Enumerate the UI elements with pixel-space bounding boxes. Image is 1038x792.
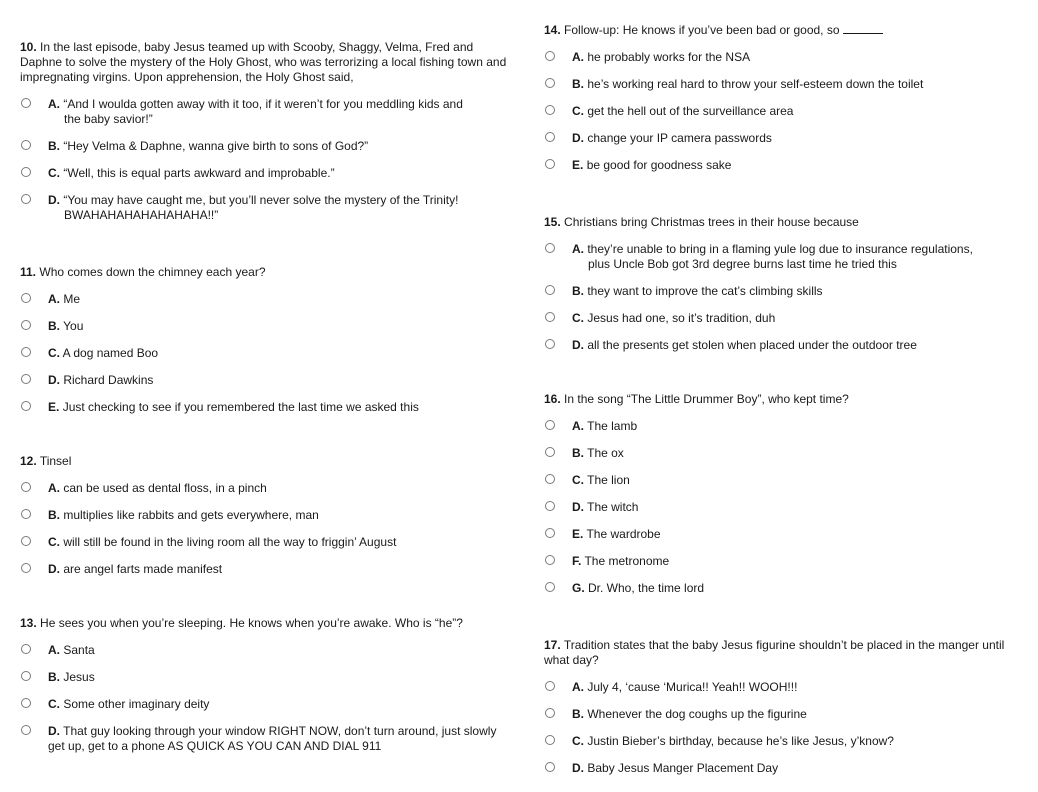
choice-letter: C. — [48, 346, 60, 360]
choice-15-b[interactable] — [544, 284, 1024, 299]
choice-letter: A. — [572, 419, 584, 433]
radio-button[interactable] — [21, 644, 31, 654]
choice-13-c[interactable] — [20, 697, 520, 712]
choice-letter: A. — [572, 242, 584, 256]
choice-letter: B. — [48, 508, 60, 522]
choice-13-b[interactable] — [20, 670, 520, 685]
choice-text: The lion — [587, 473, 630, 487]
question-14-stem — [544, 23, 1024, 38]
choice-letter: A. — [48, 292, 60, 306]
question-text: In the song “The Little Drummer Boy”, who kept time? — [564, 392, 849, 406]
choice-text-continued: the baby savior!” — [64, 112, 153, 126]
question-11-stem — [20, 265, 520, 280]
question-number: 17. — [544, 638, 561, 652]
question-number: 11. — [20, 265, 37, 279]
choice-text: he probably works for the NSA — [587, 50, 751, 64]
radio-button[interactable] — [21, 671, 31, 681]
choice-letter: B. — [48, 670, 60, 684]
choice-letter: F. — [572, 554, 582, 568]
radio-button[interactable] — [545, 528, 555, 538]
choice-17-c[interactable] — [544, 734, 1024, 749]
choice-letter: D. — [48, 724, 60, 738]
choice-text: “Well, this is equal parts awkward and improbable.” — [63, 166, 335, 180]
choice-letter: B. — [572, 284, 584, 298]
choice-text: they’re unable to bring in a flaming yule log due to insurance regulations, — [587, 242, 973, 256]
choice-text: A dog named Boo — [62, 346, 159, 360]
radio-button[interactable] — [545, 474, 555, 484]
choice-15-d[interactable] — [544, 338, 1024, 353]
choice-10-b[interactable] — [20, 139, 520, 154]
radio-button[interactable] — [545, 447, 555, 457]
choice-letter: B. — [48, 139, 60, 153]
question-text: Who comes down the chimney each year? — [39, 265, 266, 279]
choice-letter: E. — [572, 527, 584, 541]
choice-text: all the presents get stolen when placed under the outdoor tree — [587, 338, 917, 352]
choice-text: The lamb — [587, 419, 638, 433]
choice-text: Just checking to see if you remembered the last time we asked this — [62, 400, 419, 414]
choice-letter: B. — [572, 446, 584, 460]
radio-button[interactable] — [545, 501, 555, 511]
choice-letter: D. — [572, 338, 584, 352]
radio-button[interactable] — [545, 285, 555, 295]
choice-17-d[interactable] — [544, 761, 1024, 776]
choice-10-a[interactable] — [20, 97, 520, 127]
choice-letter: A. — [572, 50, 584, 64]
radio-button[interactable] — [21, 140, 31, 150]
question-17 — [544, 638, 1024, 775]
radio-button[interactable] — [21, 698, 31, 708]
choice-text: Justin Bieber’s birthday, because he’s like Jesus, y’know? — [587, 734, 894, 748]
question-11 — [20, 265, 520, 414]
radio-button[interactable] — [545, 762, 555, 772]
choice-10-d[interactable] — [20, 193, 520, 223]
choice-text: “Hey Velma & Daphne, wanna give birth to sons of God?” — [63, 139, 369, 153]
choice-11-e[interactable] — [20, 400, 520, 415]
choice-text: Santa — [63, 643, 95, 657]
choice-letter: C. — [572, 104, 584, 118]
question-number: 15. — [544, 215, 561, 229]
choice-letter: C. — [48, 535, 60, 549]
choice-13-d[interactable] — [20, 724, 520, 754]
choice-text: Whenever the dog coughs up the figurine — [587, 707, 807, 721]
choice-11-c[interactable] — [20, 346, 520, 361]
choice-text: Me — [63, 292, 81, 306]
question-text: Follow-up: He knows if you’ve been bad or good, so — [564, 23, 840, 37]
radio-button[interactable] — [21, 293, 31, 303]
choice-letter: A. — [572, 680, 584, 694]
choice-17-b[interactable] — [544, 707, 1024, 722]
question-13-stem — [20, 616, 520, 631]
choice-text: Dr. Who, the time lord — [588, 581, 705, 595]
radio-button[interactable] — [545, 132, 555, 142]
question-text: Tradition states that the baby Jesus figurine shouldn’t be placed in the manger until what day? — [544, 638, 1005, 667]
choice-text: The ox — [587, 446, 624, 460]
choice-letter: C. — [572, 734, 584, 748]
choice-text-continued: plus Uncle Bob got 3rd degree burns last time he tried this — [588, 257, 897, 271]
choice-16-d[interactable] — [544, 500, 1024, 515]
choice-text: he’s working real hard to throw your self-esteem down the toilet — [587, 77, 924, 91]
radio-button[interactable] — [21, 320, 31, 330]
radio-button[interactable] — [21, 509, 31, 519]
radio-button[interactable] — [545, 708, 555, 718]
choice-letter: C. — [48, 166, 60, 180]
question-number: 16. — [544, 392, 561, 406]
question-12-stem — [20, 454, 520, 469]
choice-text: “You may have caught me, but you’ll never solve the mystery of the Trinity! — [63, 193, 459, 207]
radio-button[interactable] — [545, 105, 555, 115]
choice-letter: D. — [48, 193, 60, 207]
choice-letter: G. — [572, 581, 585, 595]
radio-button[interactable] — [21, 482, 31, 492]
choice-text: July 4, ‘cause ‘Murica!! Yeah!! WOOH!!! — [587, 680, 798, 694]
radio-button[interactable] — [21, 194, 31, 204]
choice-text: be good for goodness sake — [586, 158, 732, 172]
question-text: Tinsel — [39, 454, 72, 468]
choice-text: The metronome — [584, 554, 670, 568]
radio-button[interactable] — [545, 735, 555, 745]
choice-text-continued: get up, get to a phone AS QUICK AS YOU CAN AND DIAL 911 — [48, 739, 382, 753]
choice-text: change your IP camera passwords — [587, 131, 772, 145]
radio-button[interactable] — [545, 243, 555, 253]
question-number: 14. — [544, 23, 561, 37]
choice-16-c[interactable] — [544, 473, 1024, 488]
radio-button[interactable] — [545, 681, 555, 691]
radio-button[interactable] — [21, 536, 31, 546]
radio-button[interactable] — [21, 725, 31, 735]
answer-blank — [843, 23, 883, 34]
choice-13-a[interactable] — [20, 643, 520, 658]
choice-14-d[interactable] — [544, 131, 1024, 146]
radio-button[interactable] — [545, 159, 555, 169]
radio-button[interactable] — [545, 420, 555, 430]
choice-text: Baby Jesus Manger Placement Day — [587, 761, 779, 775]
question-number: 12. — [20, 454, 37, 468]
choice-text: Jesus — [63, 670, 95, 684]
choice-15-a[interactable] — [544, 242, 1024, 272]
choice-letter: A. — [48, 643, 60, 657]
choice-text: Jesus had one, so it’s tradition, duh — [587, 311, 776, 325]
choice-10-c[interactable] — [20, 166, 520, 181]
choice-12-b[interactable] — [20, 508, 520, 523]
choice-text: “And I woulda gotten away with it too, if it weren’t for you meddling kids and — [63, 97, 463, 111]
choice-letter: D. — [572, 500, 584, 514]
choice-17-a[interactable] — [544, 680, 1024, 695]
choice-letter: C. — [572, 473, 584, 487]
question-10 — [20, 40, 520, 222]
choice-16-b[interactable] — [544, 446, 1024, 461]
question-text: In the last episode, baby Jesus teamed up with Scooby, Shaggy, Velma, Fred and Daphne to solve the mystery of the Holy Ghost, who was terrorizing a local fishing town and impregnating virgins. Upon apprehension, the Holy Ghost said, — [20, 40, 507, 84]
choice-text: can be used as dental floss, in a pinch — [63, 481, 267, 495]
choice-letter: C. — [48, 697, 60, 711]
choice-16-f[interactable] — [544, 554, 1024, 569]
choice-text: get the hell out of the surveillance area — [587, 104, 794, 118]
choice-letter: D. — [48, 562, 60, 576]
question-10-stem — [20, 40, 515, 85]
choice-12-d[interactable] — [20, 562, 520, 577]
choice-text: The wardrobe — [586, 527, 661, 541]
choice-14-c[interactable] — [544, 104, 1024, 119]
radio-button[interactable] — [545, 78, 555, 88]
choice-12-c[interactable] — [20, 535, 520, 550]
choice-letter: E. — [572, 158, 584, 172]
choice-letter: C. — [572, 311, 584, 325]
choice-16-g[interactable] — [544, 581, 1024, 596]
choice-text-continued: BWAHAHAHAHAHAHAHA!!” — [64, 208, 219, 222]
question-15 — [544, 215, 1024, 352]
radio-button[interactable] — [21, 167, 31, 177]
choice-text: Some other imaginary deity — [63, 697, 210, 711]
radio-button[interactable] — [21, 98, 31, 108]
choice-text: they want to improve the cat’s climbing skills — [587, 284, 823, 298]
choice-14-a[interactable] — [544, 50, 1024, 65]
choice-letter: D. — [48, 373, 60, 387]
question-12 — [20, 454, 520, 576]
radio-button[interactable] — [545, 312, 555, 322]
question-13 — [20, 616, 520, 753]
question-text: He sees you when you’re sleeping. He knows when you’re awake. Who is “he”? — [40, 616, 463, 630]
choice-text: The witch — [587, 500, 639, 514]
choice-text: You — [63, 319, 84, 333]
choice-16-e[interactable] — [544, 527, 1024, 542]
radio-button[interactable] — [545, 51, 555, 61]
choice-letter: D. — [572, 761, 584, 775]
choice-16-a[interactable] — [544, 419, 1024, 434]
radio-button[interactable] — [21, 347, 31, 357]
choice-letter: B. — [48, 319, 60, 333]
question-16-stem — [544, 392, 1024, 407]
choice-text: are angel farts made manifest — [63, 562, 223, 576]
choice-14-b[interactable] — [544, 77, 1024, 92]
choice-letter: E. — [48, 400, 60, 414]
choice-text: multiplies like rabbits and gets everywhere, man — [63, 508, 319, 522]
choice-15-c[interactable] — [544, 311, 1024, 326]
choice-letter: A. — [48, 481, 60, 495]
choice-11-b[interactable] — [20, 319, 520, 334]
choice-text: will still be found in the living room all the way to friggin’ August — [63, 535, 397, 549]
choice-12-a[interactable] — [20, 481, 520, 496]
radio-button[interactable] — [545, 582, 555, 592]
question-14 — [544, 23, 1024, 172]
choice-letter: B. — [572, 77, 584, 91]
radio-button[interactable] — [21, 401, 31, 411]
choice-text: Richard Dawkins — [63, 373, 154, 387]
question-17-stem — [544, 638, 1014, 668]
choice-11-d[interactable] — [20, 373, 520, 388]
radio-button[interactable] — [21, 563, 31, 573]
choice-11-a[interactable] — [20, 292, 520, 307]
choice-letter: A. — [48, 97, 60, 111]
choice-14-e[interactable] — [544, 158, 1024, 173]
question-number: 10. — [20, 40, 37, 54]
choice-text: That guy looking through your window RIGHT NOW, don’t turn around, just slowly — [63, 724, 497, 738]
question-number: 13. — [20, 616, 37, 630]
radio-button[interactable] — [545, 339, 555, 349]
radio-button[interactable] — [545, 555, 555, 565]
radio-button[interactable] — [21, 374, 31, 384]
question-16 — [544, 392, 1024, 595]
question-text: Christians bring Christmas trees in their house because — [564, 215, 859, 229]
choice-letter: D. — [572, 131, 584, 145]
choice-letter: B. — [572, 707, 584, 721]
question-15-stem — [544, 215, 1024, 230]
